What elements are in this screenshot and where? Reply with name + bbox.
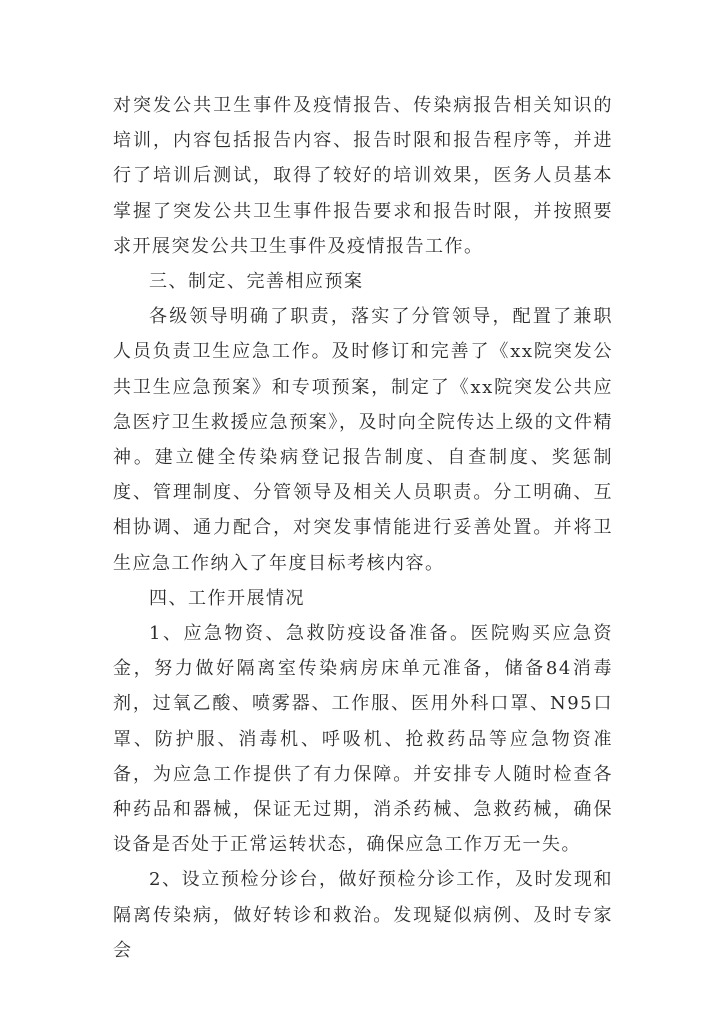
paragraph-training-report: 对突发公共卫生事件及疫情报告、传染病报告相关知识的培训，内容包括报告内容、报告时限和报告程序等，并进行了培训后测试，取得了较好的培训效果，医务人员基本掌握了突发公共卫生事件报告要求和报告时限，并按照要求开展突发公共卫生事件及疫情报告工作。 — [113, 95, 613, 257]
section-heading-plans: 三、制定、完善相应预案 — [149, 271, 364, 293]
paragraph-plans: 各级领导明确了职责，落实了分管领导，配置了兼职人员负责卫生应急工作。及时修订和完善了《xx院突发公共卫生应急预案》和专项预案，制定了《xx院突发公共应急医疗卫生救援应急预案》，及时向全院传达上级的文件精神。建立健全传染病登记报告制度、自查制度、奖惩制度、管理制度、分管领导及相关人员职责。分工明确、互相协调、通力配合，对突发事情能进行妥善处置。并将卫生应急工作纳入了年度目标考核内容。 — [113, 306, 613, 574]
paragraph-supplies: 1、应急物资、急救防疫设备准备。医院购买应急资金，努力做好隔离室传染病房床单元准备，储备84消毒剂，过氧乙酸、喷雾器、工作服、医用外科口罩、N95口罩、防护服、消毒机、呼吸机、抢救药品等应急物资准备，为应急工作提供了有力保障。并安排专人随时检查各种药品和器械，保证无过期，消杀药械、急救药械，确保设备是否处于正常运转状态，确保应急工作万无一失。 — [113, 623, 613, 856]
section-heading-work: 四、工作开展情况 — [149, 587, 305, 609]
document-body — [113, 88, 613, 968]
paragraph-triage: 2、设立预检分诊台，做好预检分诊工作，及时发现和隔离传染病，做好转诊和救治。发现疑似病例、及时专家会 — [113, 869, 613, 961]
